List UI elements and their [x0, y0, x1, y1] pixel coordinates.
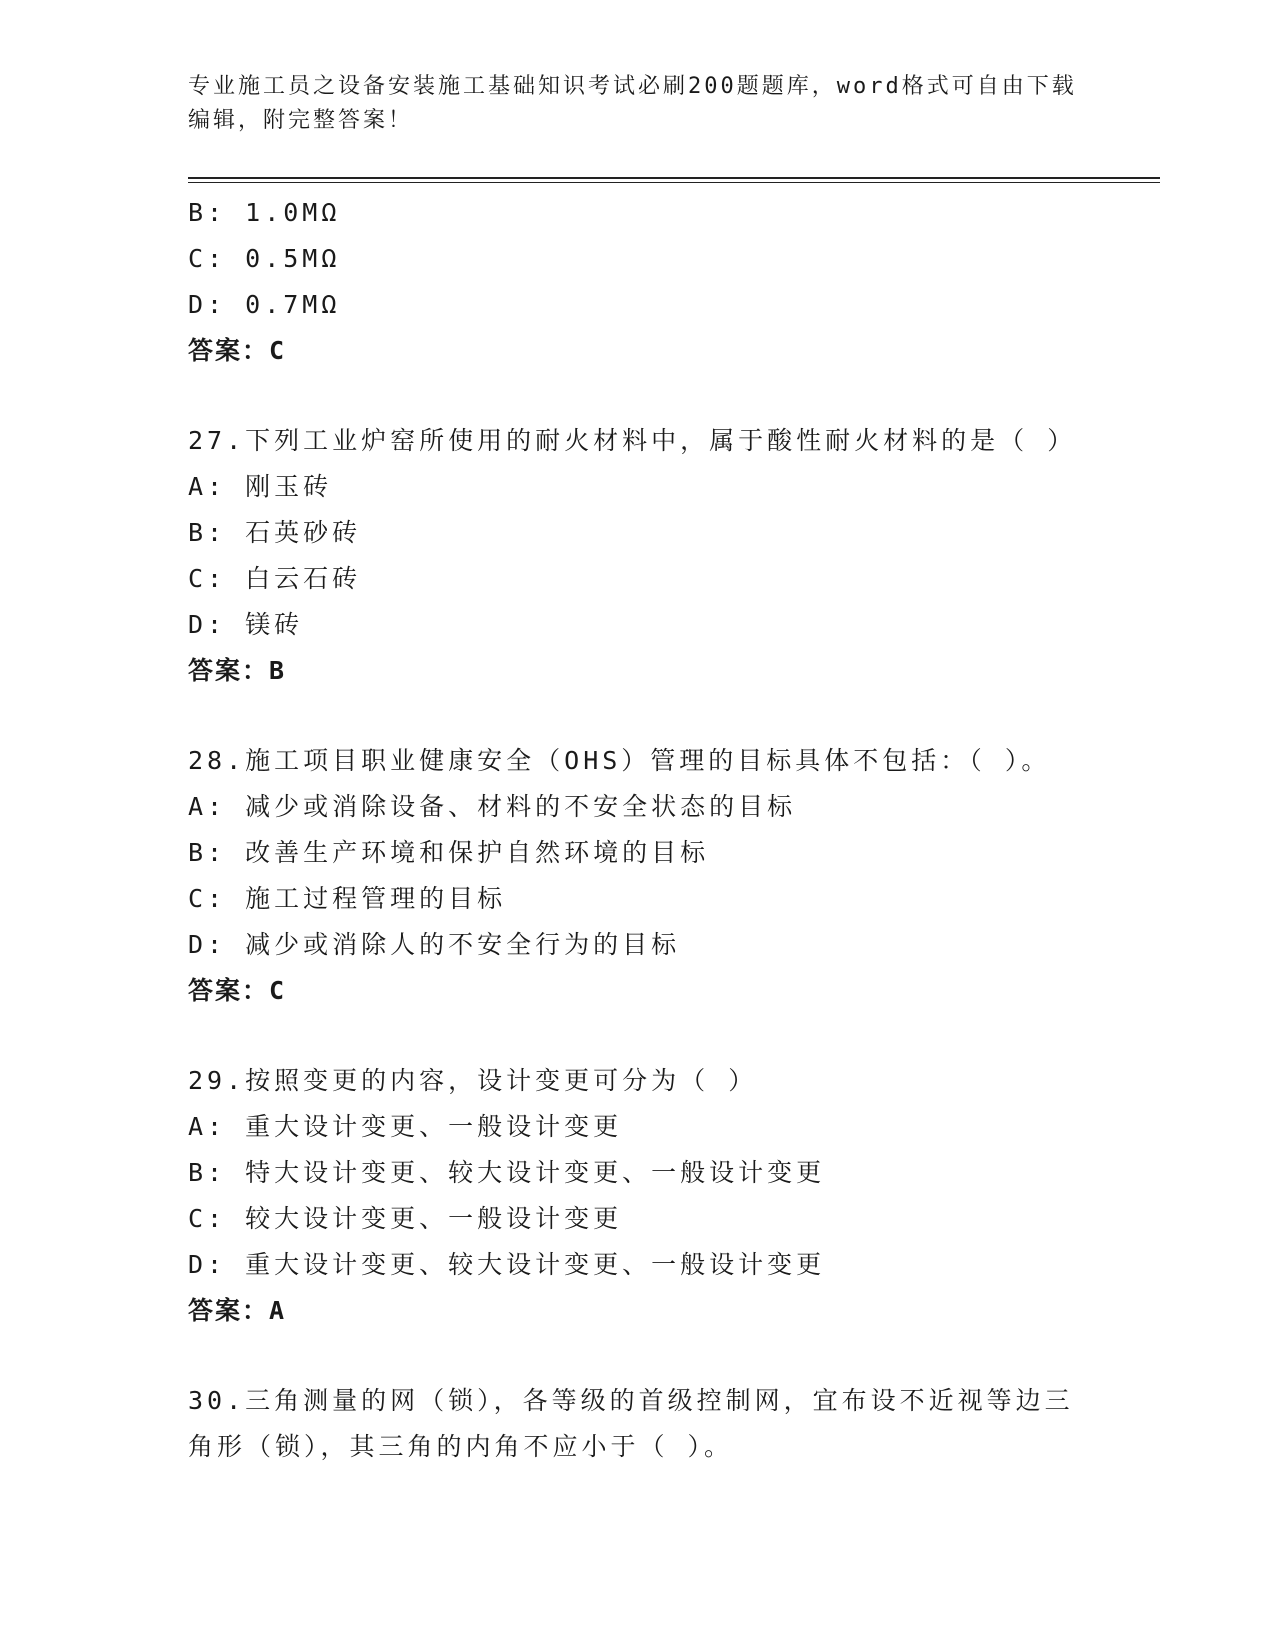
- option-a: A: 重大设计变更、一般设计变更: [188, 1112, 623, 1141]
- question-30: [188, 1378, 1088, 1470]
- question-28: [188, 738, 1088, 1014]
- answer-label: 答案：A: [188, 1296, 287, 1325]
- option-d: D: 减少或消除人的不安全行为的目标: [188, 930, 681, 959]
- option-d: D: 重大设计变更、较大设计变更、一般设计变更: [188, 1250, 826, 1279]
- option-c: C: 0.5MΩ: [188, 244, 341, 273]
- option-c: C: 白云石砖: [188, 564, 362, 593]
- option-c: C: 施工过程管理的目标: [188, 884, 507, 913]
- question-list: [188, 190, 1088, 1470]
- answer-label: 答案：C: [188, 336, 287, 365]
- answer-label: 答案：B: [188, 656, 287, 685]
- option-a: A: 刚玉砖: [188, 472, 333, 501]
- header-title-line-2: 编辑，附完整答案！: [188, 108, 414, 133]
- header-divider-thin: [188, 182, 1160, 183]
- question-text-line-2: 角形（锁），其三角的内角不应小于（ ）。: [188, 1432, 734, 1461]
- answer-label: 答案：C: [188, 976, 287, 1005]
- option-d: D: 镁砖: [188, 610, 304, 639]
- document-header: [188, 70, 1088, 138]
- question-text: 27.下列工业炉窑所使用的耐火材料中，属于酸性耐火材料的是（ ）: [188, 426, 1077, 455]
- question-text: 29.按照变更的内容，设计变更可分为（ ）: [188, 1066, 758, 1095]
- question-27: [188, 418, 1088, 694]
- question-29: [188, 1058, 1088, 1334]
- option-b: B: 1.0MΩ: [188, 198, 341, 227]
- option-d: D: 0.7MΩ: [188, 290, 341, 319]
- option-b: B: 特大设计变更、较大设计变更、一般设计变更: [188, 1158, 826, 1187]
- option-b: B: 改善生产环境和保护自然环境的目标: [188, 838, 710, 867]
- question-text: 28.施工项目职业健康安全（OHS）管理的目标具体不包括：（ ）。: [188, 746, 1051, 775]
- option-c: C: 较大设计变更、一般设计变更: [188, 1204, 623, 1233]
- header-title-line-1: 专业施工员之设备安装施工基础知识考试必刷200题题库，word格式可自由下载: [188, 74, 1077, 99]
- header-divider-thick: [188, 177, 1160, 179]
- option-a: A: 减少或消除设备、材料的不安全状态的目标: [188, 792, 797, 821]
- option-b: B: 石英砂砖: [188, 518, 362, 547]
- question-26-tail: [188, 190, 1088, 374]
- question-text-line-1: 30.三角测量的网（锁），各等级的首级控制网，宜布设不近视等边三: [188, 1386, 1074, 1415]
